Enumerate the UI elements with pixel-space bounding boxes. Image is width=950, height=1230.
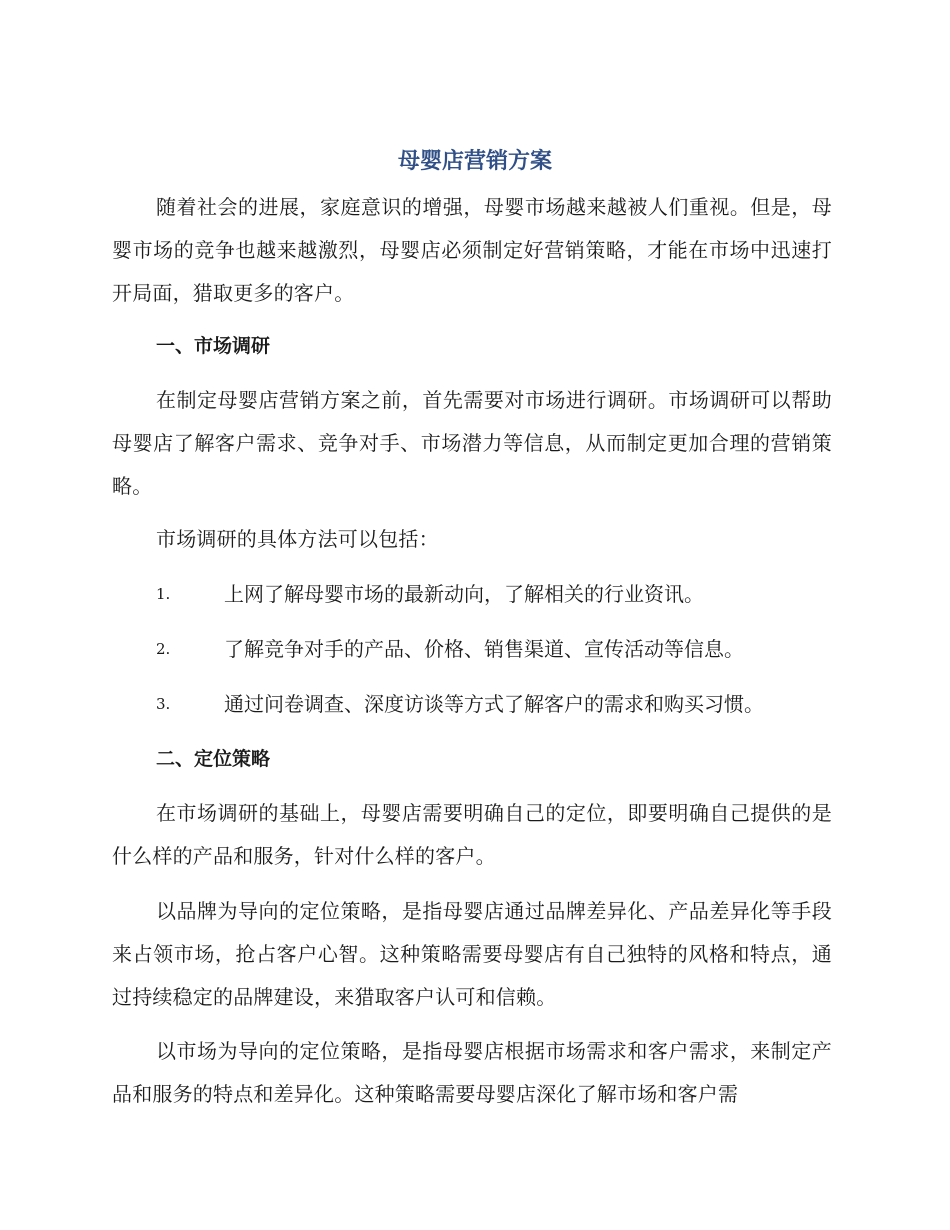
section-2-paragraph-2: 以品牌为导向的定位策略，是指母婴店通过品牌差异化、产品差异化等手段来占领市场，抢占客户心智。这种策略需要母婴店有自己独特的风格和特点，通过持续稳定的品牌建设，来猎取客户认可和信赖。	[112, 899, 832, 1009]
list-item-text: 通过问卷调查、深度访谈等方式了解客户的需求和购买习惯。	[224, 692, 764, 716]
list-item-text: 了解竞争对手的产品、价格、销售渠道、宣传活动等信息。	[224, 637, 744, 661]
intro-paragraph: 随着社会的进展，家庭意识的增强，母婴市场越来越被人们重视。但是，母婴市场的竞争也越来越激烈，母婴店必须制定好营销策略，才能在市场中迅速打开局面，猎取更多的客户。	[112, 195, 832, 305]
list-item	[156, 579, 836, 609]
section-2-paragraph-3: 以市场为导向的定位策略，是指母婴店根据市场需求和客户需求，来制定产品和服务的特点和差异化。这种策略需要母婴店深化了解市场和客户需	[112, 1039, 832, 1106]
section-heading-market-research: 一、市场调研	[156, 335, 271, 357]
section-heading-positioning-strategy: 二、定位策略	[156, 748, 271, 770]
section-1-paragraph-1: 在制定母婴店营销方案之前，首先需要对市场进行调研。市场调研可以帮助母婴店了解客户需求、竞争对手、市场潜力等信息，从而制定更加合理的营销策略。	[112, 388, 832, 498]
list-item-number: 1.	[156, 585, 171, 603]
section-1-paragraph-2: 市场调研的具体方法可以包括：	[156, 527, 439, 551]
list-item	[156, 689, 836, 719]
section-2-paragraph-1: 在市场调研的基础上，母婴店需要明确自己的定位，即要明确自己提供的是什么样的产品和服务，针对什么样的客户。	[112, 801, 832, 868]
list-item-number: 2.	[156, 640, 171, 658]
document-title: 母婴店营销方案	[397, 149, 552, 174]
list-item-text: 上网了解母婴市场的最新动向，了解相关的行业资讯。	[224, 582, 704, 606]
list-item-number: 3.	[156, 695, 171, 713]
list-item	[156, 634, 836, 664]
